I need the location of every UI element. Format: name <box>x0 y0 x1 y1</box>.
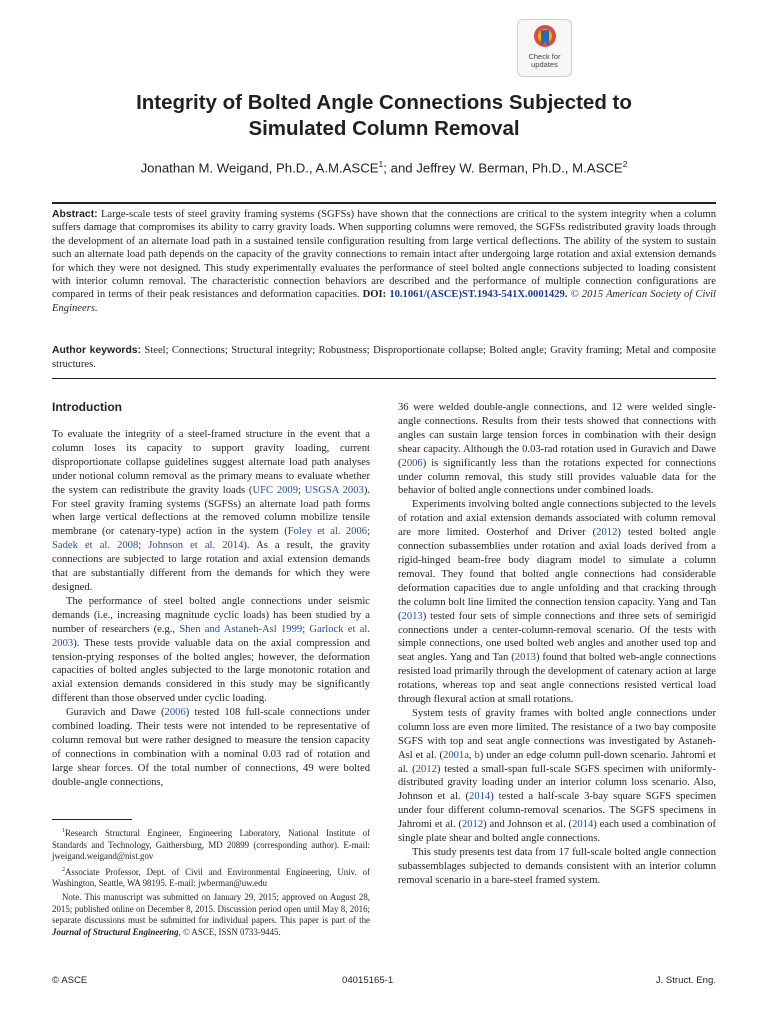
citation-link[interactable]: 2014 <box>469 791 491 803</box>
title-line-2: Simulated Column Removal <box>248 117 520 140</box>
intro-paragraph-4: 36 were welded double-angle connections, and 12 were welded single-angle connections. Results from their tests showed that connections with angles can sustain large tension forces in combination with their design shear capacity. Although the 0.03-rad rotation used in Guravich and Dawe (2006) is significantly less than the rotations expected for connections under column removal, this study still provides valuable data for the behavior of bolted angle connections under combined loads. <box>398 402 716 497</box>
footnote-1: $^1$Research Structural Engineer, Engineering Laboratory, National Institute of Standards and Technology, Gaithersburg, MD 20899 (corresponding author). E-mail: jweigand.weigand@nist.gov <box>52 827 370 862</box>
author-keywords <box>52 344 716 372</box>
doi-label: DOI: <box>359 289 390 301</box>
paper-title <box>40 90 728 142</box>
footnote-2: $^2$Associate Professor, Dept. of Civil and Environmental Engineering, Univ. of Washington, Seattle, WA 98195. E-mail: jwberman@uw.edu <box>52 866 370 889</box>
citation-link[interactable]: 2012 <box>415 763 437 775</box>
citation-link[interactable]: Shen and Astaneh-Asl 1999 <box>179 623 303 635</box>
citation-link[interactable]: 2006 <box>164 707 186 719</box>
citation-link[interactable]: 2006 <box>401 457 423 469</box>
bookmark-icon <box>533 24 557 52</box>
citation-link[interactable]: USGSA 2003 <box>304 484 364 496</box>
citation-link[interactable]: Sadek et al. 2008 <box>52 540 139 552</box>
intro-paragraph-5: Experiments involving bolted angle connections subjected to the levels of rotation and axial extension demands associated with column removal are more limited. Oosterhof and Driver (2012) tested bolted angle connection subassemblies under rotation and axial loads derived from a rigid-hinged beam-free body diagram model to simulate a column removal. They found that bolted angle connections had considerable deformation capacities due to angle unfolding and that cracking through the column bolt line limited the connection tension capacity. Yang and Tan (2013) tested four sets of simple connections and three sets of semirigid connections under a center-column-removal scenario. Of the tests with simple connections, one used bolted web angles and another used top and seat angles. Yang and Tan (2013) found that bolted web-angle connections resisted load primarily through the development of catenary action at large rotations, whereas top and seat angle connections resisted vertical load through flexural action at small rotations. <box>398 499 716 706</box>
citation-link[interactable]: Garlock et al. 2003 <box>52 623 371 649</box>
intro-paragraph-7: This study presents test data from 17 full-scale bolted angle connection subassemblages subjected to demands consistent with an interior column removal scenario in a bare-steel framed system. <box>398 847 716 886</box>
page-footer <box>52 975 716 989</box>
abstract-label: Abstract: <box>52 209 98 220</box>
badge-line-2: updates <box>531 60 558 69</box>
keywords-text: Steel; Connections; Structural integrity; Robustness; Disproportionate collapse; Bolted angle; Gravity framing; Metal and composite structures. <box>52 345 716 370</box>
abstract-text: Large-scale tests of steel gravity framing systems (SGFSs) have shown that the connections are critical to the system integrity when a column suffers damage that compromises its ability to carry gravity loads. When supporting columns were removed, the SGFSs redistributed gravity loads through the development of an alternate load path in a sustained tensile configuration resulting from large vertical deflections. The ability of the system to sustain such an alternate load path depends on the capacity of the gravity connections to remain intact after undergoing large rotation and axial extension demands for which they were not designed. This study experimentally evaluates the performance of steel bolted angle connections subjected to loading consistent with interior column removal. The characteristic connection behaviors are described and the performance of multiple connection configurations are compared in terms of their peak resistances and deformation capacities. <box>52 209 716 301</box>
citation-link[interactable]: 2013 <box>401 610 423 622</box>
citation-link[interactable]: Foley et al. 2006 <box>287 526 368 538</box>
author-2-name: ; and Jeffrey W. Berman, Ph.D., M.ASCE <box>383 160 623 176</box>
citation-link[interactable]: Johnson et al. 2014 <box>148 540 244 552</box>
author-2-affiliation-marker[interactable]: 2 <box>622 159 628 169</box>
keywords-bottom-rule <box>52 378 716 379</box>
right-column <box>398 401 716 888</box>
journal-name: Journal of Structural Engineering <box>52 926 179 937</box>
badge-line-1: Check for <box>528 52 561 61</box>
citation-link[interactable]: b <box>474 749 480 761</box>
manuscript-note: Note. This manuscript was submitted on January 29, 2015; approved on August 28, 2015; published online on December 8, 2015. Discussion period open until May 8, 2016; separate discussions must be submitted for individual papers. This paper is part of the Journal of Structural Engineering, © ASCE, ISSN 0733-9445. <box>52 891 370 937</box>
citation-link[interactable]: 2001a <box>443 749 469 761</box>
keywords-label: Author keywords: <box>52 345 142 356</box>
citation-link[interactable]: UFC 2009 <box>252 484 299 496</box>
citation-link[interactable]: 2012 <box>461 819 484 831</box>
intro-paragraph-1: To evaluate the integrity of a steel-framed structure in the event that a column loses its capacity to support gravity loading, current disproportionate collapse guidelines suggest alternate load path analyses under notional column removal as the primary means to evaluate whether the system can redistribute the gravity loads (UFC 2009; USGSA 2003). For steel gravity framing systems (SGFSs) an alternate load path forms when large vertical deflections at the removed column mobilize tensile membrane (or catenary-type) action in the system (Foley et al. 2006; Sadek et al. 2008; Johnson et al. 2014). As a result, the gravity connections are subjected to large rotation and axial extension demands that are substantially different from the demands for which they were designed. <box>52 429 371 593</box>
citation-link[interactable]: 2012 <box>596 527 618 539</box>
check-for-updates-badge[interactable] <box>517 19 572 77</box>
abstract <box>52 208 716 315</box>
footer-article-number: 04015165-1 <box>342 975 394 986</box>
abstract-top-rule <box>52 202 716 204</box>
doi-link[interactable]: 10.1061/(ASCE)ST.1943-541X.0001429. <box>389 289 568 301</box>
intro-paragraph-6: System tests of gravity frames with bolted angle connections under column loss are even more limited. The resistance of a two bay composite SGFS with top and seat angle connections was investigated by Astaneh-Asl et al. (2001a, b) under an edge column pull-down scenario. Jahromi et al. (2012) tested a small-span full-scale SGFS specimen with uniformly-distributed gravity loading under an interior column loss scenario. Also, Johnson et al. (2014) tested a half-scale 3-bay square SGFS specimen under four different column-removal scenarios. The SGFS specimens in Jahromi et al. (2012) and Johnson et al. (2014) each used a combination of single plate shear and bolted angle connections. <box>398 707 717 845</box>
footer-journal: J. Struct. Eng. <box>655 975 716 986</box>
section-heading-introduction: Introduction <box>52 400 122 414</box>
intro-paragraph-2: The performance of steel bolted angle connections under seismic demands (i.e., increasing magnitude cyclic loads) has been studied by a number of researchers (e.g., Shen and Astaneh-Asl 1999; Garlock et al. 2003). These tests provide valuable data on the axial compression and tension-prying responses of the bolted angles; however, the deformation capacities of bolted angles subjected to the large monotonic rotation and axial extension demands considered in this study may be significantly different than those observed under cyclic loading. <box>52 595 371 705</box>
author-1-name: Jonathan M. Weigand, Ph.D., A.M.ASCE <box>140 160 379 176</box>
footnote-rule <box>52 819 132 820</box>
citation-link[interactable]: 2013 <box>514 652 536 664</box>
author-line <box>40 159 728 175</box>
intro-paragraph-3: Guravich and Dawe (2006) tested 108 full-scale connections under combined loading. Their tests were not intended to be representative of column removal but were rather designed to measure the tension capacity of connections in combination with a nominal 0.03 rad of rotation and large shear forces. Of the total number of connections, 49 were bolted double-angle connections, <box>52 707 370 788</box>
footer-copyright: © ASCE <box>52 975 88 986</box>
citation-link[interactable]: 2014 <box>572 819 594 831</box>
title-line-1: Integrity of Bolted Angle Connections Subjected to <box>136 91 632 114</box>
left-column <box>52 428 370 790</box>
footnotes <box>52 826 370 940</box>
abstract-copyright: © 2015 American Society of Civil Engineers. <box>52 289 716 314</box>
author-1-affiliation-marker[interactable]: 1 <box>378 159 384 169</box>
